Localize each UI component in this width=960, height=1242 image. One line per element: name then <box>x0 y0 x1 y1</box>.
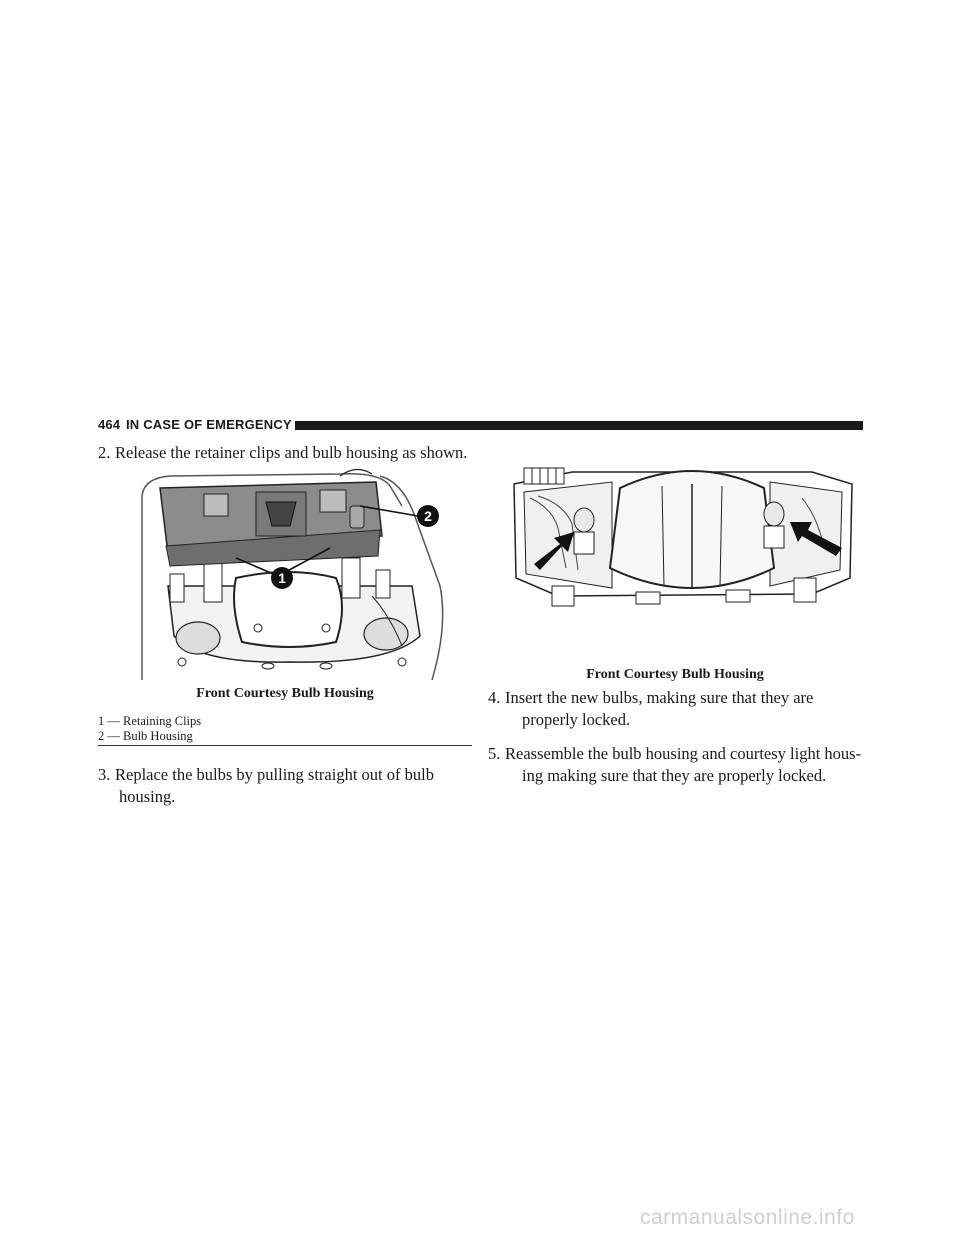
courtesy-lamp-illustration <box>512 458 860 608</box>
bulb-housing-illustration <box>140 466 452 680</box>
figure-1-caption: Front Courtesy Bulb Housing <box>196 686 374 701</box>
step-3-number: 3. <box>98 765 111 784</box>
figure-2-caption: Front Courtesy Bulb Housing <box>586 667 764 682</box>
step-3-line-1: Replace the bulbs by pulling straight out of bulb <box>115 765 434 784</box>
step-5-line-2: ing making sure that they are properly locked. <box>522 766 827 785</box>
step-5-number: 5. <box>488 744 501 763</box>
figure-1-legend <box>98 714 201 744</box>
section-title: IN CASE OF EMERGENCY <box>126 417 292 432</box>
step-4 <box>488 687 868 735</box>
callout-2-label: 2 <box>424 508 432 524</box>
step-3-line-2: housing. <box>119 787 176 806</box>
step-3 <box>98 764 478 812</box>
step-4-number: 4. <box>488 688 501 707</box>
step-2-text: Release the retainer clips and bulb housing as shown. <box>115 443 468 462</box>
step-4-line-2: properly locked. <box>522 710 631 729</box>
step-2 <box>98 442 478 466</box>
figure-retainer-clips <box>140 466 452 680</box>
watermark[interactable]: carmanualsonline.info <box>640 1206 855 1229</box>
figure-bulb-locations <box>512 458 860 608</box>
step-5 <box>488 743 868 791</box>
legend-item-bulb-housing: 2 — Bulb Housing <box>98 729 193 743</box>
step-2-number: 2. <box>98 443 111 462</box>
callout-1-label: 1 <box>278 570 286 586</box>
page-number: 464 <box>98 417 121 432</box>
header-rule <box>295 421 863 430</box>
step-5-line-1: Reassemble the bulb housing and courtesy light hous- <box>505 744 862 763</box>
legend-rule <box>98 745 472 746</box>
legend-item-retaining-clips: 1 — Retaining Clips <box>98 714 202 728</box>
step-4-line-1: Insert the new bulbs, making sure that they are <box>505 688 814 707</box>
